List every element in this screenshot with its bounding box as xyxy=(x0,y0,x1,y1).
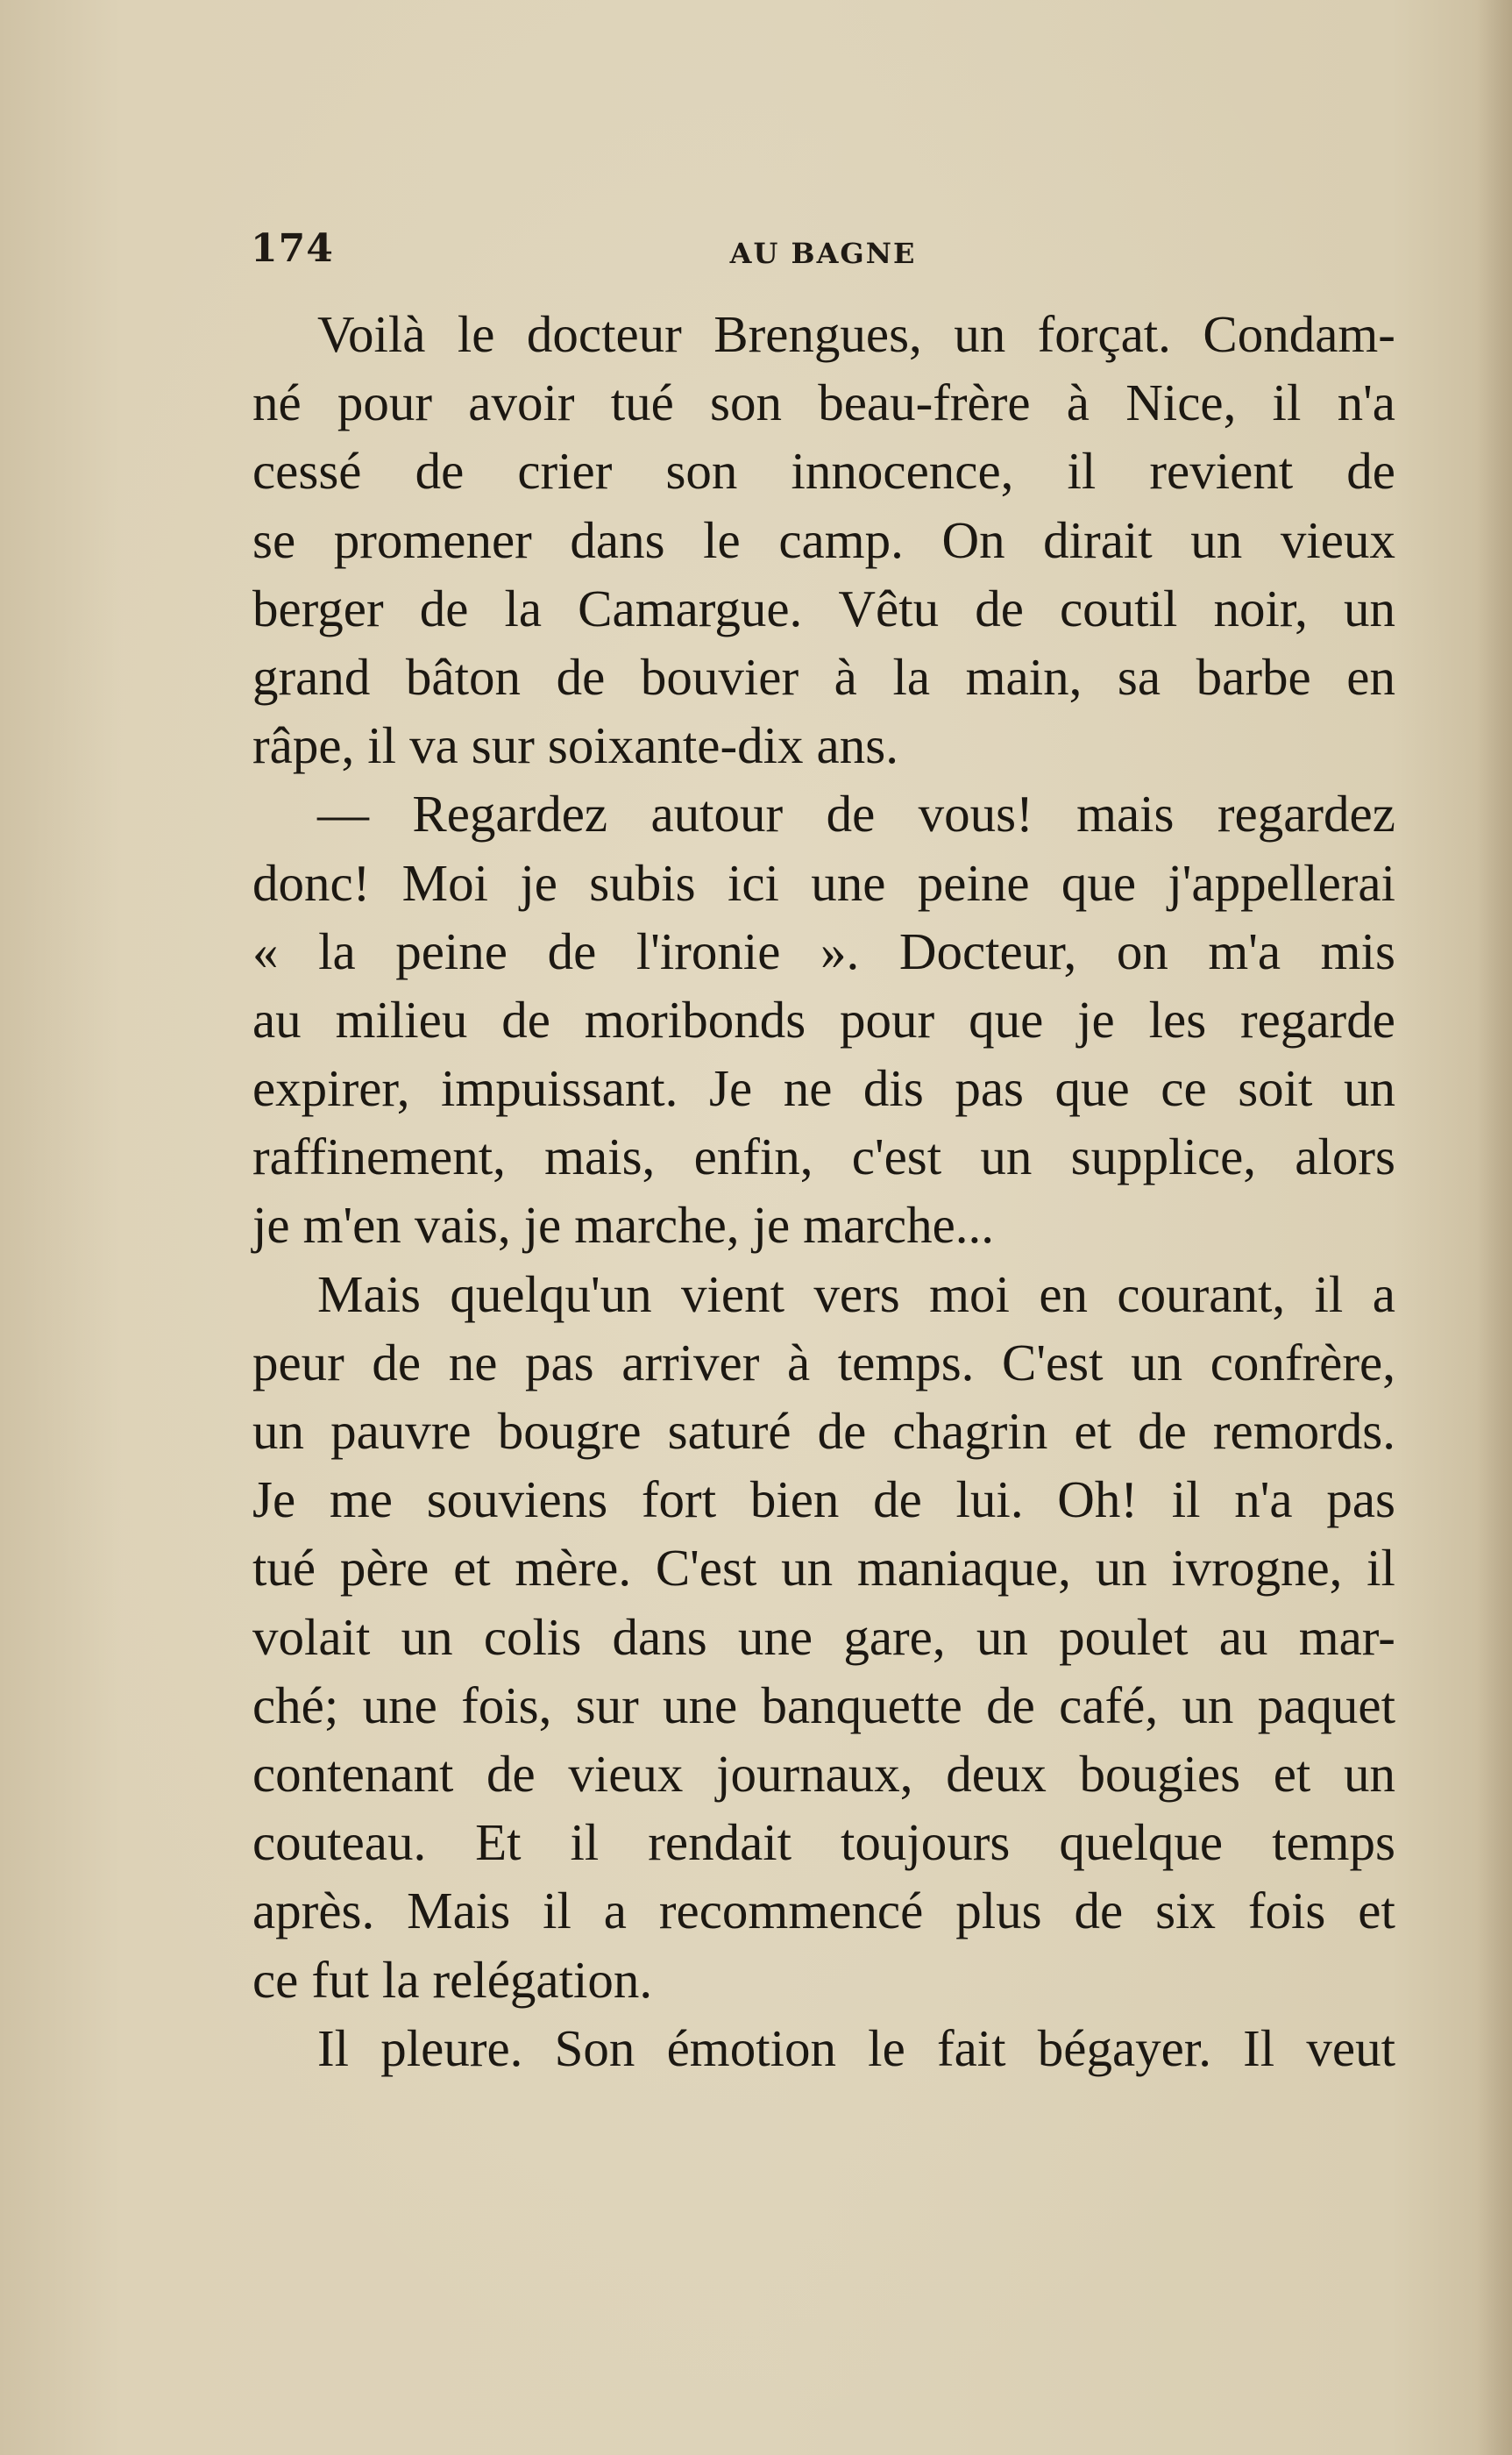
word: je xyxy=(523,1196,562,1255)
word: vers xyxy=(813,1264,900,1323)
word: confrère, xyxy=(1210,1333,1395,1391)
word: avoir xyxy=(468,374,575,432)
word: vais, xyxy=(414,1196,511,1255)
word: revient xyxy=(1149,442,1294,501)
word: son xyxy=(665,442,738,501)
word: relégation. xyxy=(432,1950,653,2009)
text-line xyxy=(252,986,1395,1054)
word: soit xyxy=(1238,1059,1313,1118)
word: souviens xyxy=(426,1470,608,1529)
text-line xyxy=(252,779,1395,848)
word: volait xyxy=(252,1607,371,1666)
word: et xyxy=(1358,1882,1395,1940)
word: promener xyxy=(333,510,532,569)
text-line xyxy=(252,1191,1395,1259)
word: camp. xyxy=(778,510,904,569)
word: en xyxy=(1039,1264,1089,1323)
word: barbe xyxy=(1196,647,1311,706)
word: je xyxy=(1077,990,1115,1049)
word: après. xyxy=(252,1882,375,1940)
word: en xyxy=(1346,647,1395,706)
word: main, xyxy=(965,647,1083,706)
word: paquet xyxy=(1257,1676,1395,1734)
word: un xyxy=(1190,510,1243,569)
word: dans xyxy=(570,510,665,569)
word: j'appellerai xyxy=(1168,853,1395,912)
word: ici xyxy=(727,853,779,912)
word: l'ironie xyxy=(635,922,781,980)
word: remords. xyxy=(1212,1402,1395,1460)
word: il xyxy=(1272,374,1302,432)
word: ce xyxy=(252,1950,299,2009)
word: deux xyxy=(946,1744,1047,1803)
word: de xyxy=(975,579,1024,637)
word: cessé xyxy=(252,442,362,501)
word: gare, xyxy=(843,1607,946,1666)
word: maniaque, xyxy=(856,1539,1071,1598)
text-line xyxy=(252,849,1395,917)
text-line xyxy=(252,368,1395,437)
word: ché; xyxy=(252,1676,339,1734)
word: son xyxy=(710,374,783,432)
word: n'a xyxy=(1337,374,1395,432)
word: Il xyxy=(1243,2018,1275,2077)
word: de xyxy=(1074,1882,1124,1940)
word: Brengues, xyxy=(713,305,922,363)
word: sur xyxy=(575,1676,639,1734)
word: On xyxy=(941,510,1005,569)
page-number: 174 xyxy=(251,226,334,271)
text-line xyxy=(252,917,1395,986)
text-line xyxy=(252,1328,1395,1397)
word: mar- xyxy=(1298,1607,1395,1666)
word: à xyxy=(786,1333,811,1391)
word: a xyxy=(1372,1264,1395,1323)
word: et xyxy=(453,1539,491,1598)
word: à xyxy=(1066,374,1090,432)
text-line xyxy=(252,1122,1395,1191)
word: supplice, xyxy=(1070,1128,1257,1186)
word: expirer, xyxy=(252,1059,410,1118)
text-line xyxy=(252,1260,1395,1328)
word: n'a xyxy=(1234,1470,1293,1529)
word: de xyxy=(986,1676,1035,1734)
word: autour xyxy=(650,785,784,843)
word: arriver xyxy=(621,1333,760,1391)
word: râpe, xyxy=(252,716,355,775)
word: fut xyxy=(311,1950,369,2009)
word: fois, xyxy=(461,1676,552,1734)
text-line xyxy=(252,643,1395,711)
word: ne xyxy=(448,1333,498,1391)
word: la xyxy=(504,579,543,637)
word: alors xyxy=(1295,1128,1395,1186)
word: mais, xyxy=(544,1128,656,1186)
word: saturé xyxy=(667,1402,791,1460)
word: je xyxy=(752,1196,791,1255)
word: sur xyxy=(471,716,535,775)
word: dis xyxy=(862,1059,924,1118)
word: il xyxy=(1366,1539,1395,1598)
word: vieux xyxy=(568,1744,684,1803)
word: Mais xyxy=(407,1882,511,1940)
word: un xyxy=(1131,1333,1183,1391)
word: banquette xyxy=(761,1676,962,1734)
word: enfin, xyxy=(693,1128,813,1186)
word: pas xyxy=(524,1333,594,1391)
word: Son xyxy=(554,2018,635,2077)
word: de xyxy=(486,1744,536,1803)
word: on xyxy=(1116,922,1168,980)
word: « xyxy=(252,922,279,980)
text-line xyxy=(252,711,1395,779)
text-line xyxy=(252,300,1395,368)
word: moi xyxy=(929,1264,1010,1323)
word: Je xyxy=(252,1470,296,1529)
word: rendait xyxy=(648,1813,792,1872)
word: au xyxy=(1218,1607,1268,1666)
word: Condam- xyxy=(1203,305,1395,363)
word: un xyxy=(252,1402,304,1460)
word: poulet xyxy=(1059,1607,1189,1666)
word: ans. xyxy=(816,716,898,775)
word: Docteur, xyxy=(898,922,1077,980)
word: temps. xyxy=(837,1333,975,1391)
word: recommencé xyxy=(658,1882,924,1940)
word: fort xyxy=(641,1470,717,1529)
word: pauvre xyxy=(330,1402,472,1460)
word: il xyxy=(570,1813,600,1872)
page-header xyxy=(251,226,1395,296)
word: soixante-dix xyxy=(547,716,804,775)
word: que xyxy=(969,990,1044,1049)
word: raffinement, xyxy=(252,1128,506,1186)
word: je xyxy=(252,1196,290,1255)
word: m'en xyxy=(302,1196,401,1255)
text-line xyxy=(252,574,1395,643)
word: bien xyxy=(749,1470,840,1529)
word: de xyxy=(547,922,597,980)
word: bougies xyxy=(1079,1744,1241,1803)
word: de xyxy=(817,1402,867,1460)
word: et xyxy=(1074,1402,1112,1460)
word: pour xyxy=(840,990,935,1049)
word: je xyxy=(520,853,557,912)
word: Camargue. xyxy=(578,579,803,637)
word: C'est xyxy=(655,1539,757,1598)
word: de xyxy=(1138,1402,1187,1460)
word: un xyxy=(976,1607,1028,1666)
text-line xyxy=(252,1465,1395,1533)
word: un xyxy=(781,1539,834,1598)
word: me xyxy=(329,1470,393,1529)
word: bouvier xyxy=(640,647,799,706)
word: bâton xyxy=(405,647,522,706)
word: noir, xyxy=(1213,579,1308,637)
word: vient xyxy=(681,1264,785,1323)
word: pour xyxy=(337,374,433,432)
word: un xyxy=(1095,1539,1147,1598)
word: ne xyxy=(783,1059,833,1118)
word: regardez xyxy=(1217,785,1395,843)
word: quelqu'un xyxy=(450,1264,652,1323)
text-line xyxy=(252,1671,1395,1740)
word: impuissant. xyxy=(441,1059,678,1118)
word: ivrogne, xyxy=(1171,1539,1343,1598)
word: et xyxy=(1273,1744,1311,1803)
word: le xyxy=(457,305,495,363)
word: mère. xyxy=(515,1539,632,1598)
word: dans xyxy=(612,1607,707,1666)
word: Moi xyxy=(401,853,489,912)
word: m'a xyxy=(1208,922,1281,980)
word: docteur xyxy=(526,305,682,363)
word: de xyxy=(1346,442,1395,501)
word: la xyxy=(318,922,356,980)
word: ». xyxy=(820,922,860,980)
text-line xyxy=(252,1946,1395,2014)
text-line xyxy=(252,2014,1395,2082)
word: veut xyxy=(1306,2018,1395,2077)
word: marche, xyxy=(574,1196,740,1255)
word: une xyxy=(663,1676,738,1734)
word: toujours xyxy=(841,1813,1011,1872)
word: regarde xyxy=(1240,990,1395,1049)
word: la xyxy=(381,1950,420,2009)
word: C'est xyxy=(1002,1333,1104,1391)
word: il xyxy=(1314,1264,1344,1323)
word: un xyxy=(401,1607,453,1666)
word: beau-frère xyxy=(818,374,1031,432)
word: les xyxy=(1148,990,1207,1049)
word: bégayer. xyxy=(1037,2018,1211,2077)
word: de xyxy=(556,647,606,706)
word: pas xyxy=(955,1059,1024,1118)
word: Regardez xyxy=(412,785,608,843)
word: une xyxy=(811,853,886,912)
word: que xyxy=(1061,853,1137,912)
text-line xyxy=(252,1876,1395,1945)
word: milieu xyxy=(335,990,468,1049)
word: lui. xyxy=(955,1470,1024,1529)
word: il xyxy=(367,716,397,775)
word: de xyxy=(415,442,465,501)
word: a xyxy=(603,1882,627,1940)
word: Et xyxy=(475,1813,522,1872)
word: fait xyxy=(936,2018,1006,2077)
text-line xyxy=(252,1054,1395,1122)
word: il xyxy=(543,1882,571,1940)
word: le xyxy=(868,2018,905,2077)
word: plus xyxy=(955,1882,1042,1940)
word: subis xyxy=(589,853,696,912)
word: courant, xyxy=(1117,1264,1286,1323)
word: pas xyxy=(1326,1470,1395,1529)
word: contenant xyxy=(252,1744,454,1803)
text-line xyxy=(252,1603,1395,1671)
word: moribonds xyxy=(584,990,806,1049)
word: c'est xyxy=(851,1128,942,1186)
word: Voilà xyxy=(317,305,426,363)
word: il xyxy=(1067,442,1097,501)
word: innocence, xyxy=(791,442,1014,501)
word: peine xyxy=(395,922,508,980)
word: le xyxy=(703,510,741,569)
word: mais xyxy=(1076,785,1175,843)
word: café, xyxy=(1059,1676,1159,1734)
text-line xyxy=(252,1740,1395,1808)
word: journaux, xyxy=(716,1744,913,1803)
word: peur xyxy=(252,1333,344,1391)
word: de xyxy=(372,1333,422,1391)
word: Je xyxy=(708,1059,753,1118)
word: vieux xyxy=(1280,510,1395,569)
word: il xyxy=(1171,1470,1201,1529)
word: un xyxy=(1343,1059,1395,1118)
word: une xyxy=(737,1607,813,1666)
word: couteau. xyxy=(252,1813,427,1872)
word: Il xyxy=(317,2018,350,2077)
running-title: AU BAGNE xyxy=(729,237,917,270)
word: coutil xyxy=(1059,579,1178,637)
word: ce xyxy=(1161,1059,1207,1118)
word: forçat. xyxy=(1037,305,1171,363)
word: une xyxy=(362,1676,437,1734)
word: de xyxy=(873,1470,922,1529)
word: au xyxy=(252,990,302,1049)
text-line xyxy=(252,506,1395,574)
word: colis xyxy=(483,1607,582,1666)
page-edge-shadow xyxy=(1477,0,1512,2455)
word: grand xyxy=(252,647,371,706)
word: peine xyxy=(917,853,1030,912)
word: bougre xyxy=(497,1402,642,1460)
word: un xyxy=(1343,1744,1395,1803)
text-line xyxy=(252,1808,1395,1876)
word: Oh! xyxy=(1057,1470,1139,1529)
word: marche... xyxy=(803,1196,995,1255)
word: fois xyxy=(1247,1882,1326,1940)
word: à xyxy=(834,647,857,706)
word: un xyxy=(954,305,1006,363)
word: un xyxy=(980,1128,1033,1186)
word: temps xyxy=(1272,1813,1395,1872)
word: chagrin xyxy=(892,1402,1048,1460)
word: se xyxy=(252,510,296,569)
word: émotion xyxy=(666,2018,836,2077)
word: tué xyxy=(610,374,674,432)
word: la xyxy=(892,647,931,706)
word: tué xyxy=(252,1539,316,1598)
word: que xyxy=(1054,1059,1130,1118)
word: un xyxy=(1182,1676,1234,1734)
word: de xyxy=(419,579,469,637)
text-line xyxy=(252,1533,1395,1602)
word: berger xyxy=(252,579,384,637)
word: vous! xyxy=(918,785,1033,843)
word: crier xyxy=(517,442,613,501)
word: père xyxy=(339,1539,429,1598)
word: pleure. xyxy=(380,2018,523,2077)
word: — xyxy=(317,785,369,843)
word: mis xyxy=(1320,922,1395,980)
word: de xyxy=(826,785,876,843)
word: né xyxy=(252,374,302,432)
word: Mais xyxy=(317,1264,421,1323)
word: va xyxy=(409,716,458,775)
text-line xyxy=(252,437,1395,505)
word: donc! xyxy=(252,853,371,912)
word: de xyxy=(501,990,550,1049)
word: sa xyxy=(1117,647,1161,706)
text-line xyxy=(252,1397,1395,1465)
word: Nice, xyxy=(1125,374,1237,432)
word: dirait xyxy=(1043,510,1153,569)
word: quelque xyxy=(1059,1813,1224,1872)
word: six xyxy=(1155,1882,1216,1940)
body-text xyxy=(252,300,1395,2082)
word: Vêtu xyxy=(838,579,940,637)
word: un xyxy=(1343,579,1395,637)
